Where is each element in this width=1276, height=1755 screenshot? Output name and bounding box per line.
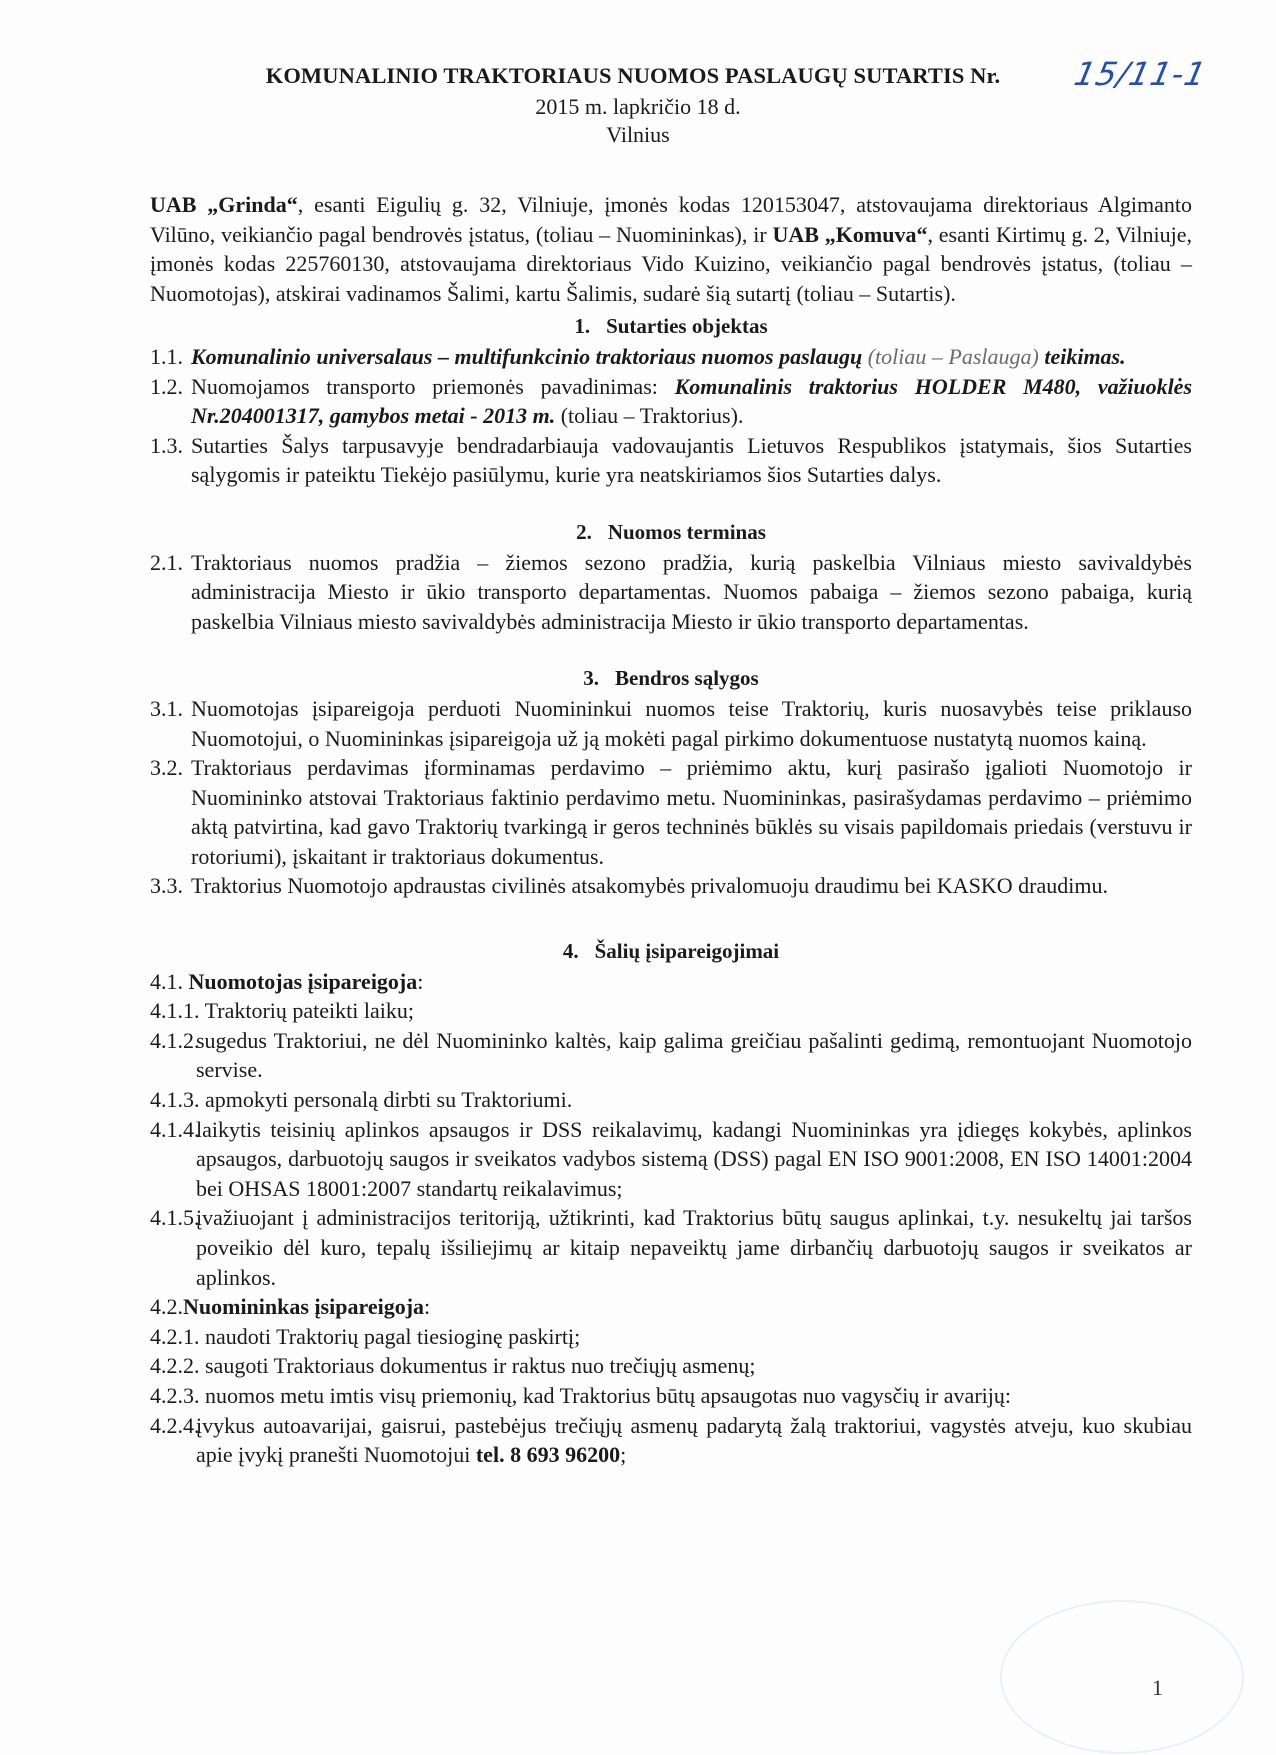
clause-text-bold-italic: teikimas. [1038,343,1126,369]
handwritten-contract-number: 15/11-1 [1070,55,1211,93]
section-number: 1. [574,314,591,339]
section-heading-4 [150,937,1192,967]
section-number: 2. [576,519,592,544]
clause-number: 3.1. [150,695,183,721]
clause-text-bold-italic: Komunalinio universalaus – multifunkcinio traktoriaus nuomos paslaugų [191,343,863,369]
clause-1-1 [150,342,1192,372]
clause-text: saugoti Traktoriaus dokumentus ir raktus nuo trečiųjų asmenų; [205,1353,756,1379]
contract-city: Vilnius [606,122,670,147]
clause-text: (toliau – Traktorius). [555,403,744,429]
clause-text: ; [620,1442,627,1468]
clause-number: 1.1. [150,343,183,369]
clause-number: 4.2. [150,1294,183,1320]
clause-text: sugedus Traktoriui, ne dėl Nuomininko kaltės, kaip galima greičiau pašalinti gedimą, remontuojant Nuomotojo servise. [196,1027,1192,1083]
contract-date: 2015 m. lapkričio 18 d. [535,94,741,119]
section-title: Bendros sąlygos [615,666,759,691]
section-heading-3 [150,664,1192,694]
clause-4-2-2 [150,1351,1192,1381]
clause-number: 4.1.2. [150,1027,200,1053]
clause-label: Nuomotojas įsipareigoja [188,968,418,994]
section-heading-2 [150,518,1192,548]
clause-4-1-5 [150,1203,1192,1292]
clause-4-1 [150,967,1192,997]
clause-3-1 [150,694,1192,753]
clause-2-1 [150,548,1192,637]
clause-4-2 [150,1292,1192,1322]
section-title: Nuomos terminas [607,519,766,544]
section-title: Šalių įsipareigojimai [594,939,780,964]
clause-text: Traktoriaus perdavimas įforminamas perdavimo – priėmimo aktu, kurį pasirašo įgalioti Nuomotojo ir Nuomininko atstovai Traktoriaus faktinio perdavimo metu. Nuomininkas, pasirašydamas perdavimo – priėmimo aktą patvirtina, kad gavo Traktorių tvarkingą ir geros techninės būklės su visais papildomais priedais (verstuvu ir rotoriumi), įskaitant ir traktoriaus dokumentus. [191,755,1192,869]
clause-text-bold-italic: Komunalinis traktorius HOLDER M480, važiuoklės Nr.204001317, gamybos metai - 2013 m. [191,373,1193,429]
title-text: KOMUNALINIO TRAKTORIAUS NUOMOS PASLAUGŲ SUTARTIS Nr. [265,63,1001,88]
clause-4-2-3 [150,1381,1192,1411]
section-title: Sutarties objektas [606,314,768,339]
clause-colon: : [424,1294,431,1320]
clause-colon: : [417,968,424,994]
clause-4-2-1 [150,1322,1192,1352]
party1-name: UAB „Grinda“ [150,192,298,217]
clause-number: 1.2. [150,373,183,399]
clause-text: nuomos metu imtis visų priemonių, kad Traktorius būtų apsaugotas nuo vagysčių ir avarijų: [205,1382,1011,1408]
clause-text: Nuomojamos transporto priemonės pavadinimas: [191,373,675,399]
page-number: 1 [1152,1675,1163,1700]
clause-text: Traktorių pateikti laiku; [204,998,414,1024]
clause-4-1-3 [150,1085,1192,1115]
clause-label: Nuomininkas įsipareigoja [183,1294,425,1320]
clause-text: laikytis teisinių aplinkos apsaugos ir DSS reikalavimų, kadangi Nuomininkas yra įdiegęs kokybės, aplinkos apsaugos, darbuotojų saugos ir sveikatos vadybos sistemą (DSS) pagal EN ISO 9001:2008, EN ISO 14001:2004 bei OHSAS 18001:2007 standartų reikalavimus; [196,1116,1192,1201]
clause-number: 4.1.1. [150,998,200,1024]
clause-text: Sutarties Šalys tarpusavyje bendradarbiauja vadovaujantis Lietuvos Respublikos įstatymais, šios Sutarties sąlygomis ir pateiktu Tiekėjo pasiūlymu, kurie yra neatskiriamos šios Sutarties dalys. [191,432,1192,488]
document-title [0,55,1276,93]
clause-number: 3.3. [150,873,183,899]
clause-number: 4.2.4. [150,1412,200,1438]
clause-number: 4.2.2. [150,1353,200,1379]
clause-number: 3.2. [150,755,183,781]
section-number: 3. [583,666,599,691]
clause-text: įvažiuojant į administracijos teritoriją, užtikrinti, kad Traktorius būtų saugus aplinkai, t.y. nesukeltų jai taršos poveikio dėl kuro, tepalų išsiliejimų ar kitaip nepaveiktų jame dirbančių darbuotojų saugos ir sveikatos ar aplinkos. [196,1205,1192,1290]
clause-text-italic: (toliau – Paslauga) [862,343,1039,369]
clause-text: įvykus autoavarijai, gaisrui, pastebėjus trečiųjų asmenų padarytą žalą traktoriui, vagystės atveju, kuo skubiau apie įvykį pranešti Nuomotojui [196,1412,1192,1468]
clause-4-1-2 [150,1026,1192,1085]
clause-4-1-4 [150,1115,1192,1204]
clause-text: apmokyti personalą dirbti su Traktoriumi. [205,1087,573,1113]
party2-name: UAB „Komuva“ [772,221,928,247]
clause-3-3 [150,871,1192,901]
clause-number: 4.2.1. [150,1323,200,1349]
intro-text-2: , esanti Kirtimų g. 2, Vilniuje, įmonės kodas 225760130, atstovaujama direktoriaus Vido Kuizino, veikiančio pagal bendrovės įstatus, (toliau – Nuomotojas), atskirai vadinamos Šalimi, kartu Šalimis, sudarė šią sutartį (toliau – Sutartis). [150,221,1192,306]
clause-4-2-4 [150,1411,1192,1470]
clause-number: 4.1. [150,968,183,994]
intro-paragraph [150,190,1192,308]
clause-3-2 [150,753,1192,871]
clause-number: 4.1.4. [150,1116,200,1142]
section-number: 4. [562,939,579,964]
phone-number: tel. 8 693 96200 [475,1442,621,1468]
clause-text: Nuomotojas įsipareigoja perduoti Nuomininkui nuomos teise Traktorių, kuris nuosavybės teise priklauso Nuomotojui, o Nuomininkas įsipareigoja už ją mokėti pagal pirkimo dokumentuose nustatytą nuomos kainą. [191,695,1192,751]
clause-number: 2.1. [150,549,183,575]
faint-stamp-bleedthrough [1000,1600,1244,1754]
intro-text-1: , esanti Eigulių g. 32, Vilniuje, įmonės kodas 120153047, atstovaujama direktoriaus Algimanto Vilūno, veikiančio pagal bendrovės įstatus, (toliau – Nuomininkas), ir [150,192,1192,247]
clause-text: Traktorius Nuomotojo apdraustas civilinės atsakomybės privalomuoju draudimu bei KASKO draudimu. [191,873,1108,899]
clause-number: 4.1.3. [150,1087,200,1113]
clause-text: Traktoriaus nuomos pradžia – žiemos sezono pradžia, kurią paskelbia Vilniaus miesto savivaldybės administracija Miesto ir ūkio transporto departamentas. Nuomos pabaiga – žiemos sezono pabaiga, kurią paskelbia Vilniaus miesto savivaldybės administracija Miesto ir ūkio transporto departamentas. [191,549,1192,634]
clause-text: naudoti Traktorių pagal tiesioginę paskirtį; [205,1323,581,1349]
clause-4-1-1 [150,996,1192,1026]
clause-number: 4.2.3. [150,1382,200,1408]
clause-1-3 [150,431,1192,490]
clause-number: 1.3. [150,432,183,458]
clause-1-2 [150,372,1192,431]
section-heading-1 [150,312,1192,342]
clause-number: 4.1.5. [150,1205,200,1231]
contract-body [150,190,1192,1470]
